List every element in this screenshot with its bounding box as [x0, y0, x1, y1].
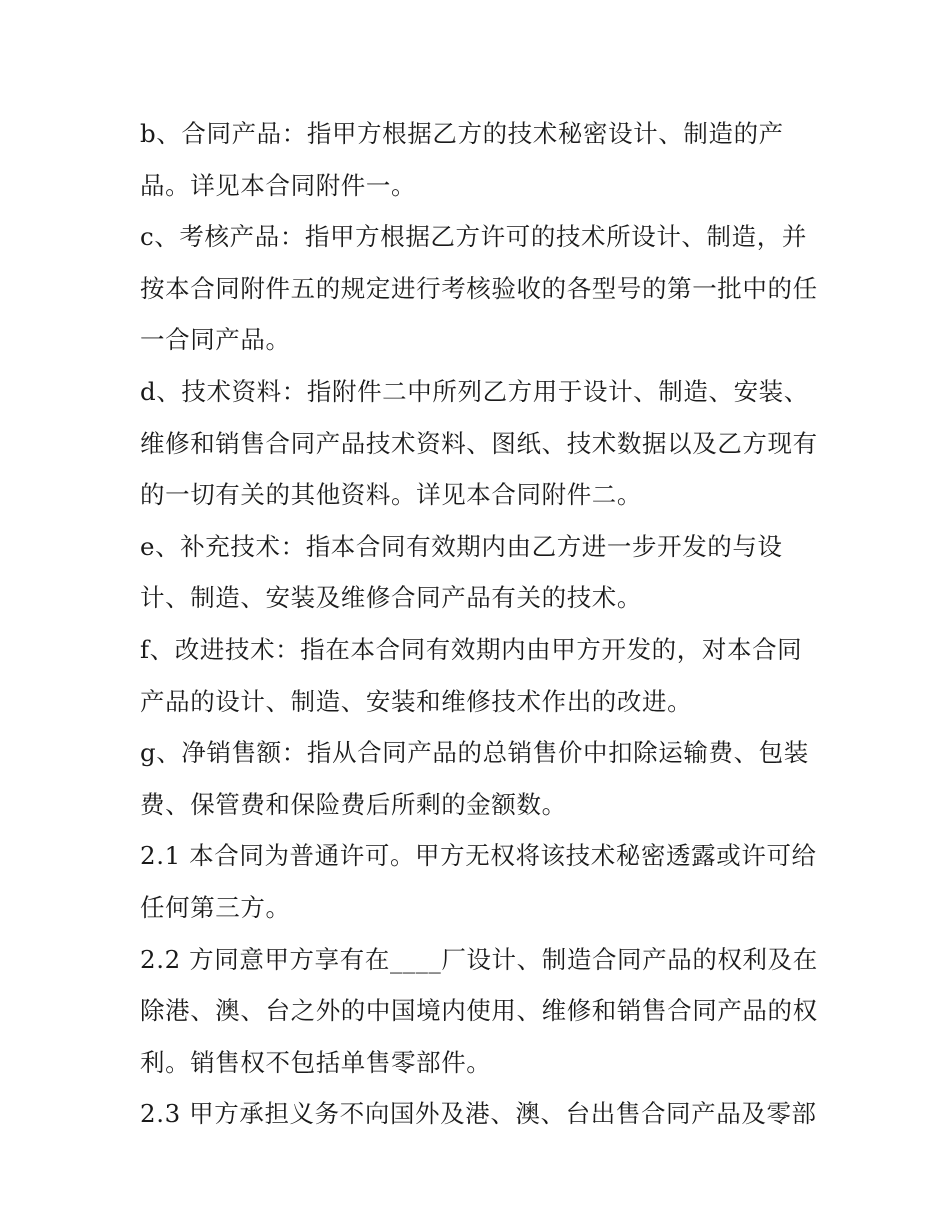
text-line: 利。销售权不包括单售零部件。: [140, 1047, 492, 1077]
text-line: 按本合同附件五的规定进行考核验收的各型号的第一批中的任: [140, 273, 818, 303]
text-line: d、技术资料：指附件二中所列乙方用于设计、制造、安装、: [140, 376, 809, 406]
text-line: 2.3 甲方承担义务不向国外及港、澳、台出售合同产品及零部: [140, 1099, 817, 1129]
text-line: 产品的设计、制造、安装和维修技术作出的改进。: [140, 686, 693, 716]
document-page: [140, 108, 840, 1140]
text-line: 的一切有关的其他资料。详见本合同附件二。: [140, 480, 642, 510]
text-line: 2.1 本合同为普通许可。甲方无权将该技术秘密透露或许可给: [140, 841, 817, 871]
text-line: f、改进技术：指在本合同有效期内由甲方开发的，对本合同: [140, 634, 803, 664]
text-line: c、考核产品：指甲方根据乙方许可的技术所设计、制造，并: [140, 222, 807, 252]
text-line: 维修和销售合同产品技术资料、图纸、技术数据以及乙方现有: [140, 428, 818, 458]
text-line: 除港、澳、台之外的中国境内使用、维修和销售合同产品的权: [140, 996, 818, 1026]
text-line: 费、保管费和保险费后所剩的金额数。: [140, 789, 567, 819]
text-line: 任何第三方。: [140, 892, 291, 922]
text-line: e、补充技术：指本合同有效期内由乙方进一步开发的与设: [140, 531, 783, 561]
text-line: 计、制造、安装及维修合同产品有关的技术。: [140, 583, 642, 613]
text-line: 品。详见本合同附件一。: [140, 170, 417, 200]
text-line: 一合同产品。: [140, 325, 291, 355]
text-line: g、净销售额：指从合同产品的总销售价中扣除运输费、包装: [140, 738, 809, 768]
text-line: 2.2 方同意甲方享有在____厂设计、制造合同产品的权利及在: [140, 944, 818, 974]
text-line: b、合同产品：指甲方根据乙方的技术秘密设计、制造的产: [140, 119, 784, 148]
